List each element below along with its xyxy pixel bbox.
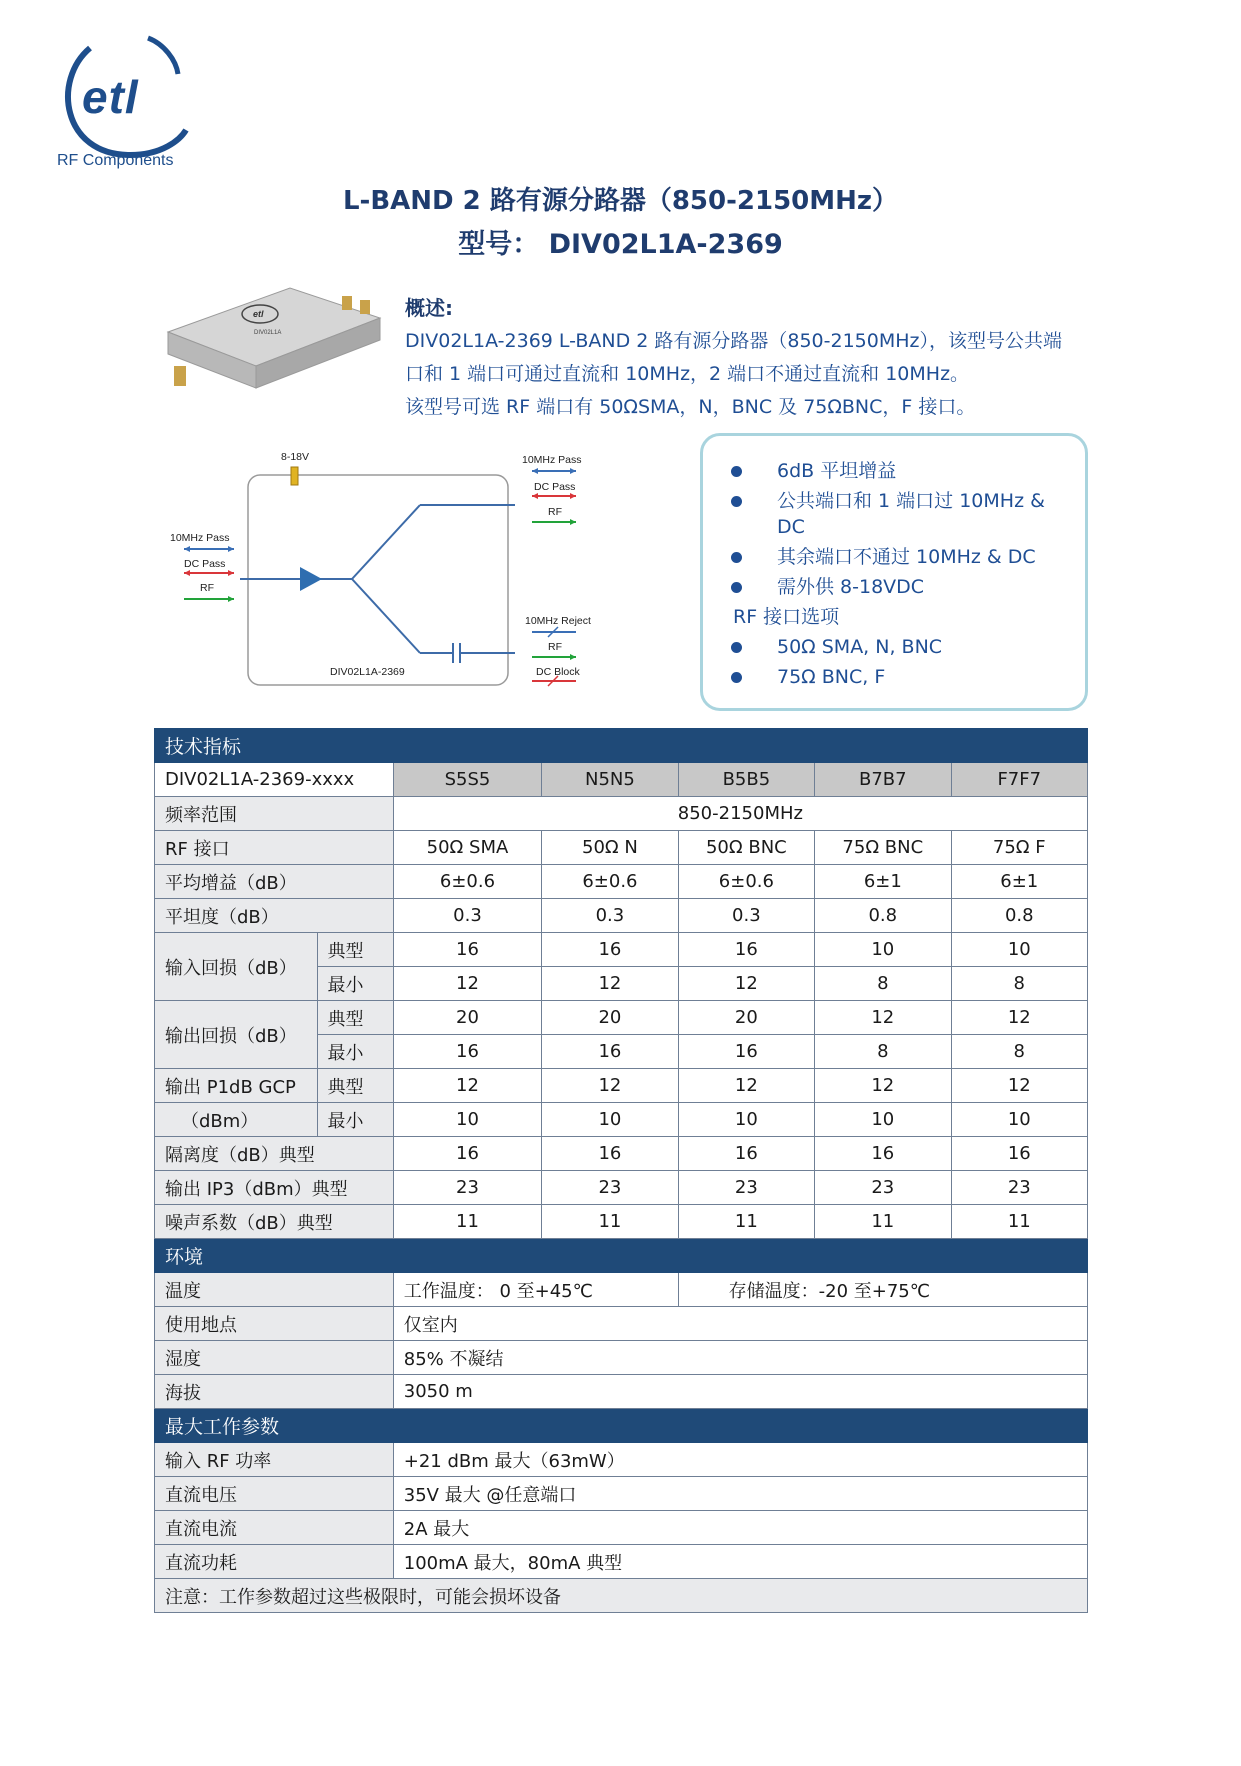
- feature-item: 需外供 8-18VDC: [703, 574, 1085, 600]
- table-row: 平坦度（dB） 0.3 0.3 0.3 0.8 0.8: [155, 899, 1088, 933]
- logo-subtitle: RF Components: [57, 152, 174, 169]
- model-title: 型号： DIV02L1A-2369: [458, 229, 783, 260]
- table-row: 直流电压 35V 最大 @任意端口: [155, 1477, 1088, 1511]
- bullet-icon: [731, 582, 742, 593]
- table-row: 使用地点 仅室内: [155, 1307, 1088, 1341]
- feature-item: 其余端口不通过 10MHz & DC: [703, 544, 1085, 570]
- table-row: RF 接口 50Ω SMA 50Ω N 50Ω BNC 75Ω BNC 75Ω F: [155, 831, 1088, 865]
- product-brand-label: etl: [253, 309, 264, 319]
- table-row: 直流功耗 100mA 最大，80mA 典型: [155, 1545, 1088, 1579]
- spec-table: [154, 728, 1088, 1613]
- section-header: 技术指标: [155, 729, 1088, 763]
- feature-item: DC: [777, 516, 805, 538]
- table-row: 输入回损（dB） 典型 16 16 16 10 10: [155, 933, 1088, 967]
- block-diagram: [170, 445, 620, 695]
- table-row: 最小 16 16 16 8 8: [155, 1035, 1088, 1069]
- input-label-10mhz: 10MHz Pass: [170, 532, 230, 544]
- bullet-icon: [731, 466, 742, 477]
- page-title: L-BAND 2 路有源分路器（850-2150MHz）: [342, 186, 899, 216]
- out1-label-10mhz: 10MHz Pass: [522, 454, 582, 466]
- out1-label-rf: RF: [548, 506, 562, 518]
- table-row: 输出 P1dB GCP 典型 12 12 12 12 12: [155, 1069, 1088, 1103]
- table-row: 输入 RF 功率 +21 dBm 最大（63mW）: [155, 1443, 1088, 1477]
- table-row: DIV02L1A-2369-xxxx S5S5 N5N5 B5B5 B7B7 F7F7: [155, 763, 1088, 797]
- table-row: 直流电流 2A 最大: [155, 1511, 1088, 1545]
- table-row: 平均增益（dB） 6±0.6 6±0.6 6±0.6 6±1 6±1: [155, 865, 1088, 899]
- feature-item: RF 接口选项: [733, 606, 840, 628]
- product-model-label: DIV02L1A: [254, 330, 282, 336]
- table-row: 湿度 85% 不凝结: [155, 1341, 1088, 1375]
- table-row: 最小 12 12 12 8 8: [155, 967, 1088, 1001]
- feature-item: 75Ω BNC, F: [703, 664, 1085, 690]
- feature-item: 50Ω SMA, N, BNC: [703, 634, 1085, 660]
- input-label-rf: RF: [200, 582, 214, 594]
- table-row: 温度 工作温度： 0 至+45℃ 存储温度：-20 至+75℃: [155, 1273, 1088, 1307]
- amplifier-icon: [300, 567, 322, 591]
- description-heading: 概述:: [405, 296, 453, 320]
- out1-label-dc: DC Pass: [534, 481, 576, 493]
- supply-label: 8-18V: [281, 451, 310, 463]
- product-image: [160, 282, 390, 402]
- section-header: 最大工作参数: [155, 1409, 1088, 1443]
- description-line: 口和 1 端口可通过直流和 10MHz，2 端口不通过直流和 10MHz。: [405, 363, 970, 385]
- description: [405, 292, 1085, 424]
- out2-label-rf: RF: [548, 641, 562, 653]
- section-header: 环境: [155, 1239, 1088, 1273]
- out2-label-dc: DC Block: [536, 666, 580, 678]
- feature-item: 公共端口和 1 端口过 10MHz &: [703, 488, 1085, 514]
- diagram-model-label: DIV02L1A-2369: [330, 666, 405, 678]
- table-row: 海拔 3050 m: [155, 1375, 1088, 1409]
- bullet-icon: [731, 552, 742, 563]
- bullet-icon: [731, 672, 742, 683]
- bullet-icon: [731, 496, 742, 507]
- logo-brand: etl: [82, 71, 139, 123]
- table-row: 输出 IP3（dBm）典型 23 23 23 23 23: [155, 1171, 1088, 1205]
- table-row: 噪声系数（dB）典型 11 11 11 11 11: [155, 1205, 1088, 1239]
- table-row: 隔离度（dB）典型 16 16 16 16 16: [155, 1137, 1088, 1171]
- features-box: [700, 433, 1088, 711]
- supply-pin-icon: [291, 467, 298, 485]
- input-label-dc: DC Pass: [184, 558, 226, 570]
- feature-item: 6dB 平坦增益: [703, 458, 1085, 484]
- out2-label-10mhz: 10MHz Reject: [525, 615, 591, 627]
- table-note: 注意：工作参数超过这些极限时，可能会损坏设备: [155, 1579, 1088, 1613]
- company-logo: [52, 30, 202, 180]
- table-row: （dBm） 最小 10 10 10 10 10: [155, 1103, 1088, 1137]
- table-row: 输出回损（dB） 典型 20 20 20 12 12: [155, 1001, 1088, 1035]
- description-line: DIV02L1A-2369 L-BAND 2 路有源分路器（850-2150MHz），该型号公共端: [405, 330, 1063, 352]
- table-row: 频率范围 850-2150MHz: [155, 797, 1088, 831]
- description-line: 该型号可选 RF 端口有 50ΩSMA，N，BNC 及 75ΩBNC，F 接口。: [405, 396, 976, 418]
- bullet-icon: [731, 642, 742, 653]
